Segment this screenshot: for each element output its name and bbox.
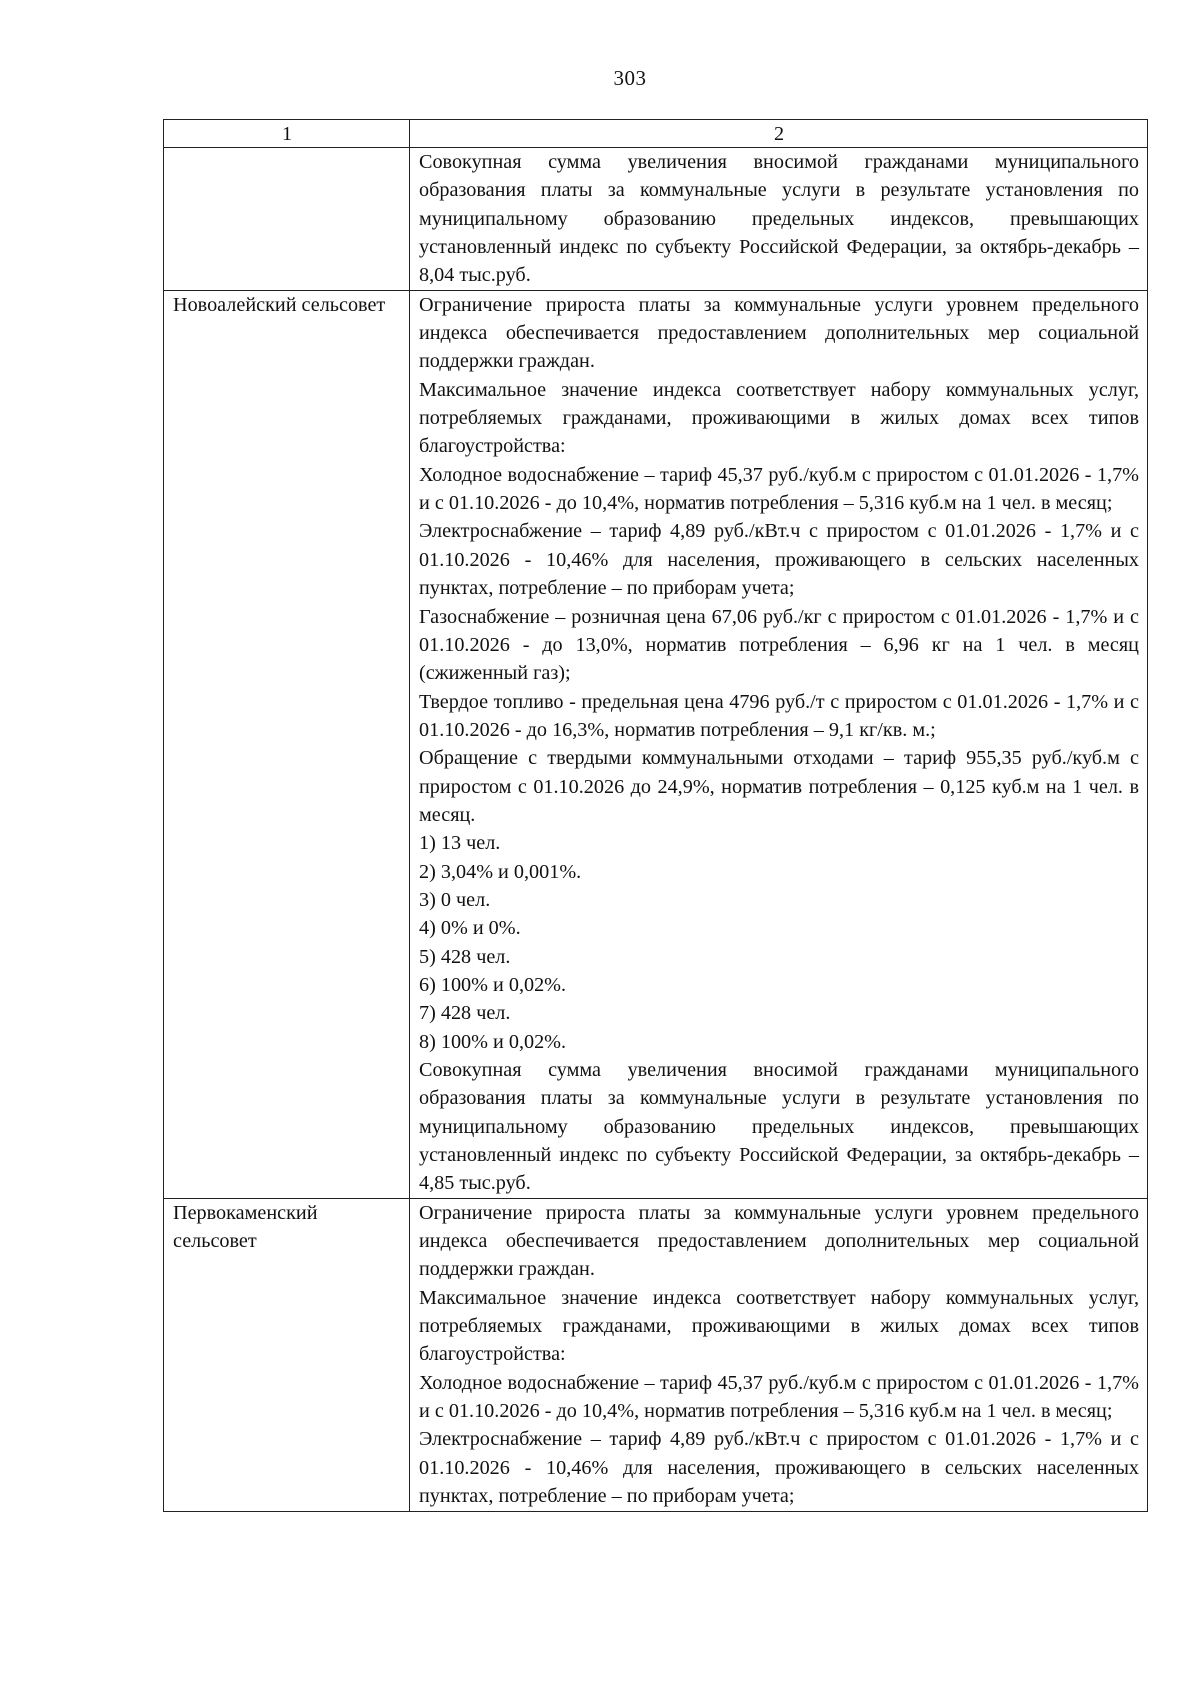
- table-row: [164, 148, 1148, 291]
- list-item: 1) 13 чел.: [419, 832, 501, 855]
- index-paragraph: Максимальное значение индекса соответствует набору коммунальных услуг, потребляемых гражданами, проживающими в жилых домах всех типов благоустройства:: [419, 1286, 1139, 1366]
- list-item: 2) 3,04% и 0,001%.: [419, 860, 582, 883]
- tariff-table: [163, 119, 1148, 1512]
- electricity-paragraph: Электроснабжение – тариф 4,89 руб./кВт.ч с приростом с 01.01.2026 - 1,7% и с 01.10.2026 - 10,46% для населения, проживающего в сельских населенных пунктах, потребление – по приборам учета;: [419, 520, 1139, 600]
- table-row: [164, 1198, 1148, 1511]
- list-item: 6) 100% и 0,02%.: [419, 973, 567, 996]
- list-item: 5) 428 чел.: [419, 945, 511, 968]
- summary-paragraph: Совокупная сумма увеличения вносимой гражданами муниципального образования платы за коммунальные услуги в результате установления по муниципальному образованию предельных индексов, превышающих установленный индекс по субъекту Российской Федерации, за октябрь-декабрь – 8,04 тыс.руб.: [419, 151, 1139, 287]
- summary-paragraph: Совокупная сумма увеличения вносимой гражданами муниципального образования платы за коммунальные услуги в результате установления по муниципальному образованию предельных индексов, превышающих установленный индекс по субъекту Российской Федерации, за октябрь-декабрь – 4,85 тыс.руб.: [419, 1059, 1139, 1195]
- solid-fuel-paragraph: Твердое топливо - предельная цена 4796 руб./т с приростом с 01.01.2026 - 1,7% и с 01.10.2026 - до 16,3%, норматив потребления – 9,1 кг/кв. м.;: [419, 690, 1139, 741]
- waste-paragraph: Обращение с твердыми коммунальными отходами – тариф 955,35 руб./куб.м с приростом с 01.10.2026 до 24,9%, норматив потребления – 0,125 куб.м на 1 чел. в месяц.: [419, 747, 1139, 826]
- description-cell: [410, 290, 1148, 1198]
- gas-paragraph: Газоснабжение – розничная цена 67,06 руб./кг с приростом с 01.01.2026 - 1,7% и с 01.10.2026 - до 13,0%, норматив потребления – 6,96 кг на 1 чел. в месяц (сжиженный газ);: [419, 605, 1139, 685]
- list-item: 8) 100% и 0,02%.: [419, 1030, 567, 1053]
- description-cell: [410, 1198, 1148, 1511]
- limit-paragraph: Ограничение прироста платы за коммунальные услуги уровнем предельного индекса обеспечивается предоставлением дополнительных мер социальной поддержки граждан.: [419, 1201, 1139, 1281]
- list-item: 7) 428 чел.: [419, 1002, 511, 1025]
- list-item: 3) 0 чел.: [419, 888, 491, 911]
- table-header-row: [164, 120, 1148, 148]
- column-header-2: 2: [410, 120, 1148, 148]
- table-row: [164, 290, 1148, 1198]
- description-cell: [410, 148, 1148, 291]
- limit-paragraph: Ограничение прироста платы за коммунальные услуги уровнем предельного индекса обеспечивается предоставлением дополнительных мер социальной поддержки граждан.: [419, 293, 1139, 373]
- cold-water-paragraph: Холодное водоснабжение – тариф 45,37 руб./куб.м с приростом с 01.01.2026 - 1,7% и с 01.10.2026 - до 10,4%, норматив потребления – 5,316 куб.м на 1 чел. в месяц;: [419, 463, 1139, 515]
- municipality-name: Первокаменский сельсовет: [164, 1198, 410, 1511]
- municipality-name: Новоалейский сельсовет: [164, 290, 410, 1198]
- list-item: 4) 0% и 0%.: [419, 917, 521, 940]
- page-number: 303: [613, 66, 647, 90]
- municipality-name: [164, 148, 410, 291]
- index-paragraph: Максимальное значение индекса соответствует набору коммунальных услуг, потребляемых гражданами, проживающими в жилых домах всех типов благоустройства:: [419, 378, 1139, 458]
- electricity-paragraph: Электроснабжение – тариф 4,89 руб./кВт.ч с приростом с 01.01.2026 - 1,7% и с 01.10.2026 - 10,46% для населения, проживающего в сельских населенных пунктах, потребление – по приборам учета;: [419, 1428, 1139, 1508]
- cold-water-paragraph: Холодное водоснабжение – тариф 45,37 руб./куб.м с приростом с 01.01.2026 - 1,7% и с 01.10.2026 - до 10,4%, норматив потребления – 5,316 куб.м на 1 чел. в месяц;: [419, 1371, 1139, 1423]
- column-header-1: 1: [164, 120, 410, 148]
